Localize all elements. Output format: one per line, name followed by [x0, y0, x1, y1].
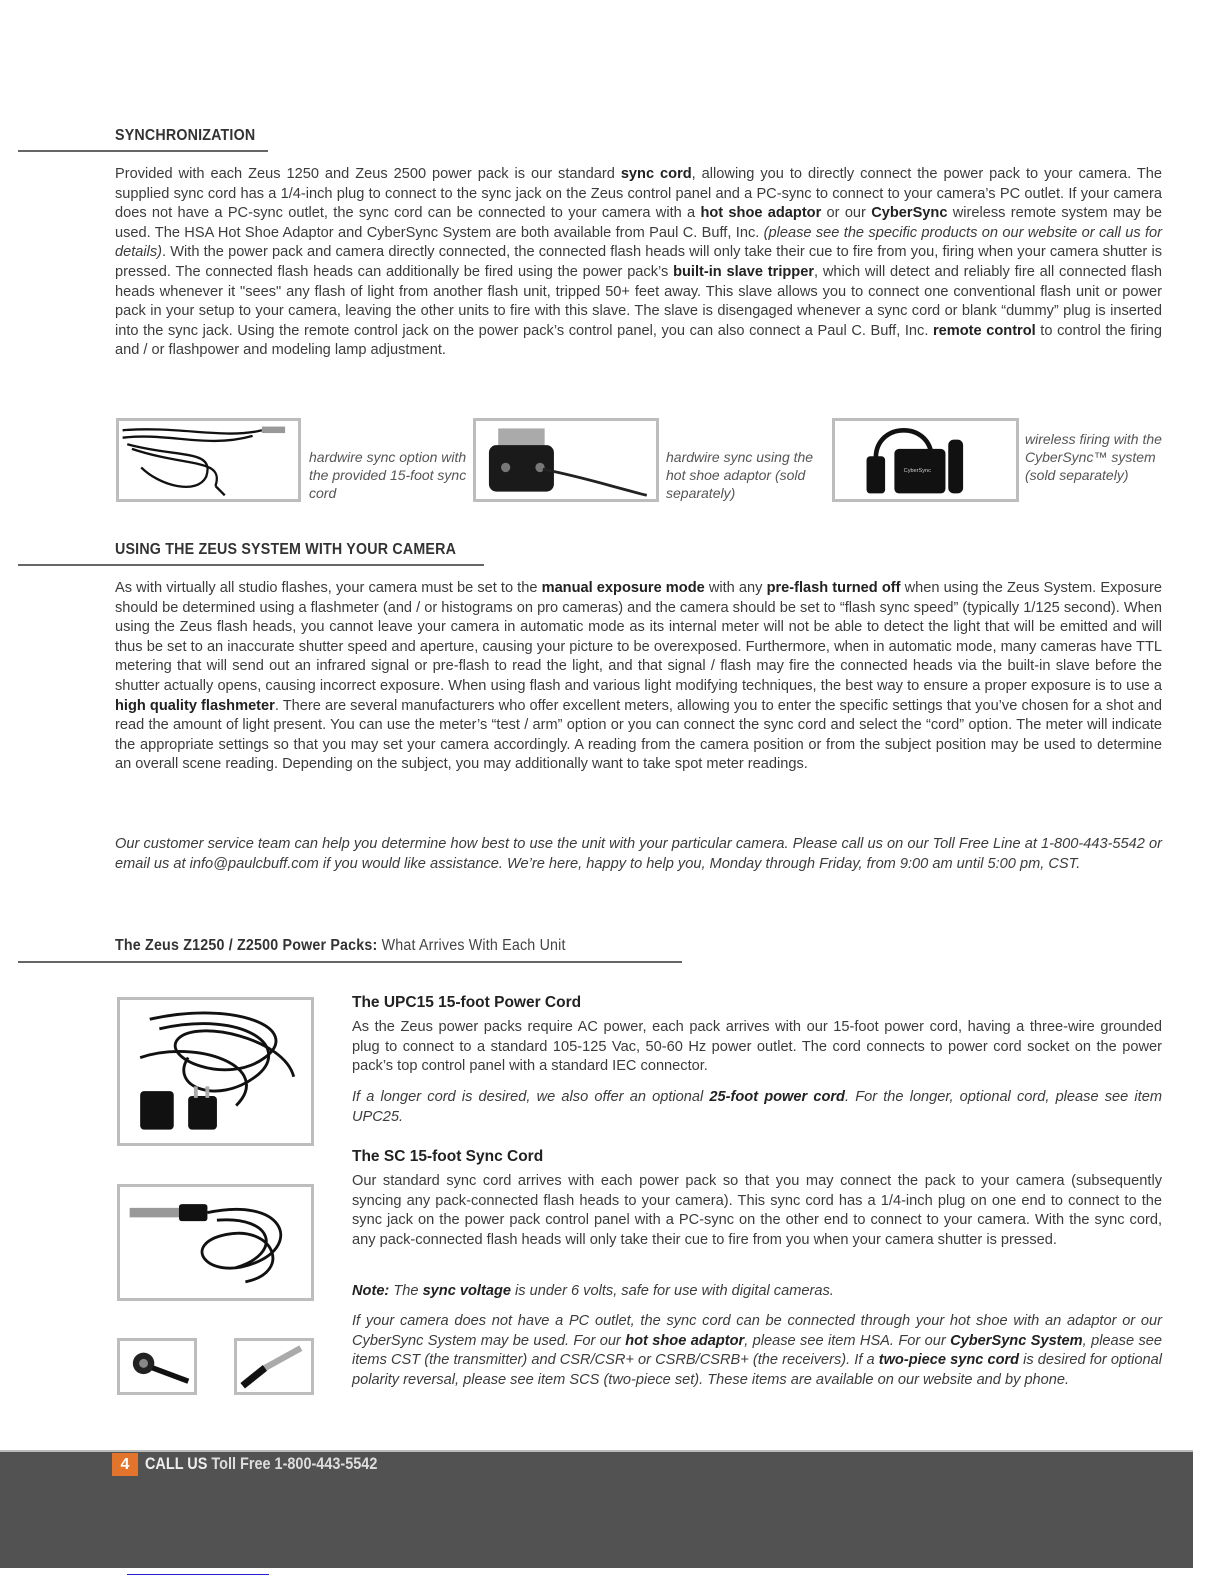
pc-sync-plug-image: [117, 1338, 197, 1395]
caption-sync-cord: hardwire sync option with the provided 15-foot sync cord: [309, 449, 467, 501]
text-run: If a longer cord is desired, we also offer an optional: [352, 1089, 710, 1105]
text-run: with any: [704, 580, 767, 596]
text-run: The: [389, 1283, 423, 1299]
heading-bold: The Zeus Z1250 / Z2500 Power Packs:: [115, 937, 378, 954]
toll-free-number: Toll Free 1-800-443-5542: [207, 1454, 378, 1473]
text-run: is desired for optional polarity reversal, please see item SCS (two-piece set). These items are available on our website and by phone.: [352, 1352, 1162, 1388]
bold-text-run: two-piece sync cord: [878, 1352, 1020, 1369]
sc-body: [352, 1172, 1162, 1250]
section-heading-camera: USING THE ZEUS SYSTEM WITH YOUR CAMERA: [115, 541, 457, 558]
section-heading-synchronization: SYNCHRONIZATION: [115, 127, 256, 144]
text-run: . For the longer, optional cord, please see item UPC25.: [352, 1089, 1162, 1125]
bold-text-run: manual exposure mode: [541, 580, 705, 596]
caption-cybersync: wireless firing with the CyberSync™ system (sold separately): [1025, 431, 1162, 483]
hot-shoe-adaptor-image: [473, 418, 659, 502]
caption-hot-shoe: hardwire sync using the hot shoe adaptor (sold separately): [666, 449, 814, 501]
power-cord-image: [117, 997, 314, 1146]
text-run: to control the firing and / or flashpower and modeling lamp adjustment.: [115, 322, 1162, 359]
text-run: wireless remote system may be used. The HSA Hot Shoe Adaptor and CyberSync System are both available from Paul C. Buff, Inc.: [115, 205, 1163, 241]
text-run: (please see the specific products on our website or call us for details): [115, 224, 1162, 261]
upc15-title: The UPC15 15-foot Power Cord: [352, 994, 582, 1011]
camera-paragraph: [115, 579, 1162, 775]
bold-text-run: built-in slave tripper: [673, 263, 814, 280]
section-rule: [18, 150, 268, 152]
text-run: , please see item HSA. For our: [744, 1332, 951, 1349]
sc-sync-cord-image: [117, 1184, 314, 1301]
sc-more: [352, 1312, 1162, 1390]
text-run: Provided with each Zeus 1250 and Zeus 2500 power pack is our standard: [115, 166, 621, 182]
bold-text-run: Note:: [352, 1283, 390, 1299]
support-paragraph: [115, 835, 1162, 874]
bold-text-run: CyberSync: [871, 205, 948, 222]
section-rule: [18, 564, 484, 566]
bold-text-run: 25-foot power cord: [709, 1089, 845, 1105]
text-run: , please see items CST (the transmitter) and CSR/CSR+ or CSRB/CSRB+ (the receivers). If a: [352, 1332, 1162, 1369]
svg-text:CyberSync: CyberSync: [903, 468, 931, 475]
bold-text-run: CyberSync System: [950, 1332, 1083, 1349]
text-run: , which will detect and reliably fire all connected flash heads whenever it "sees" any flash of light from another flash unit, tripped 50+ feet away. This slave allows you to connect one conventional flash unit or power pack in your setup to your camera, leaving the other units to fire with this slave. The slave is disengaged whenever a sync cord or blank “dummy” plug is inserted into the sync jack. Using the remote control jack on the power pack’s control panel, you can also connect a Paul C. Buff, Inc.: [115, 263, 1162, 339]
bold-text-run: high quality flashmeter: [115, 697, 275, 714]
bold-text-run: hot shoe adaptor: [625, 1332, 745, 1349]
cybersync-image: [832, 418, 1019, 502]
upc15-body: [352, 1018, 1162, 1077]
text-run: Our standard sync cord arrives with each power pack so that you may connect the pack to your camera (subsequently syncing any pack-connected flash heads to your camera). This sync cord has a 1/4-inch plug on one end to connect to the sync jack on the power pack control panel with a PC-sync on the other end to connect to your camera. With the sync cord, any pack-connected flash heads will only take their cue to fire from you when your camera shutter is pressed.: [352, 1173, 1162, 1248]
text-run: . There are several manufacturers who offer excellent meters, allowing you to enter the specific settings that you’ve chosen for a shot and read the amount of light present. You can use the meter’s “test / arm” option or you can connect the sync cord and select the “cord” option. The meter will indicate the appropriate settings so that you may set your camera accordingly. A reading from the camera position or from the subject position may be used to determine an overall scene reading. Depending on the subject, you may additionally want to take spot meter readings.: [115, 697, 1162, 773]
text-run: As the Zeus power packs require AC power, each pack arrives with our 15-foot power cord, having a three-wire grounded plug to connect to a standard 105-125 Vac, 50-60 Hz power outlet. The cord connects to power cord socket on the power pack’s top control panel with a standard IEC connector.: [352, 1019, 1162, 1075]
bold-text-run: remote control: [932, 322, 1036, 339]
bold-text-run: sync cord: [620, 166, 692, 182]
call-us-label: CALL US: [145, 1454, 208, 1473]
bold-text-run: sync voltage: [422, 1283, 511, 1299]
bold-text-run: hot shoe adaptor: [700, 205, 822, 222]
text-run: , allowing you to directly connect the power pack to your camera. The supplied sync cord has a 1/4-inch plug to connect to the sync jack on the Zeus control panel and a PC-sync to connect to your camera’s PC outlet. If your camera does not have a PC-sync outlet, the sync cord can be connected to your camera with a: [115, 166, 1162, 222]
text-run: As with virtually all studio flashes, your camera must be set to the: [115, 580, 542, 596]
upc15-note: [352, 1088, 1162, 1127]
sc-note: [352, 1282, 1162, 1302]
quarter-inch-plug-image: [234, 1338, 314, 1395]
bold-text-run: pre-flash turned off: [766, 580, 901, 596]
sync-cord-image: [116, 418, 301, 502]
text-run: or our: [821, 205, 872, 222]
text-run: Our customer service team can help you determine how best to use the unit with your particular camera. Please call us on our Toll Free Line at 1-800-443-5542 or email us at info@paulcbuff.com if you would like assistance. We’re here, happy to help you, Monday through Friday, from 9:00 am until 5:00 pm, CST.: [115, 836, 1162, 872]
link-underline[interactable]: [127, 1574, 269, 1575]
call-us-line: [145, 1454, 377, 1474]
section-heading-packs: [115, 937, 566, 955]
text-run: when using the Zeus System. Exposure should be determined using a flashmeter (and / or histograms on pro cameras) and the camera should be set to “flash sync speed” (typically 1/125 second). When using the Zeus flash heads, you cannot leave your camera in automatic mode as its internal meter will not be able to detect the light that will be emitted and will thus be set to an inaccurate shutter speed and aperture, causing your picture to be overexposed. Furthermore, when in automatic mode, many cameras have TTL metering that will send out an infrared signal or pre-flash to read the light, and that signal / flash may fire the connected heads via the built-in slave before the shutter actually opens, causing incorrect exposure. When using flash and various light modifying techniques, the best way to ensure a proper exposure is to use a: [115, 580, 1162, 694]
section-rule: [18, 961, 682, 963]
heading-light: What Arrives With Each Unit: [377, 937, 566, 954]
sc-title: The SC 15-foot Sync Cord: [352, 1148, 544, 1165]
text-run: . With the power pack and camera directly connected, the connected flash heads will only take their cue to fire from you, firing when your camera shutter is pressed. The connected flash heads can additionally be fired using the power pack’s: [115, 244, 1162, 280]
text-run: is under 6 volts, safe for use with digital cameras.: [510, 1283, 834, 1299]
page-number: 4: [112, 1453, 138, 1476]
sync-paragraph: [115, 165, 1162, 361]
text-run: If your camera does not have a PC outlet, the sync cord can be connected through your hot shoe with an adaptor or our CyberSync System may be used. For our: [352, 1313, 1162, 1349]
